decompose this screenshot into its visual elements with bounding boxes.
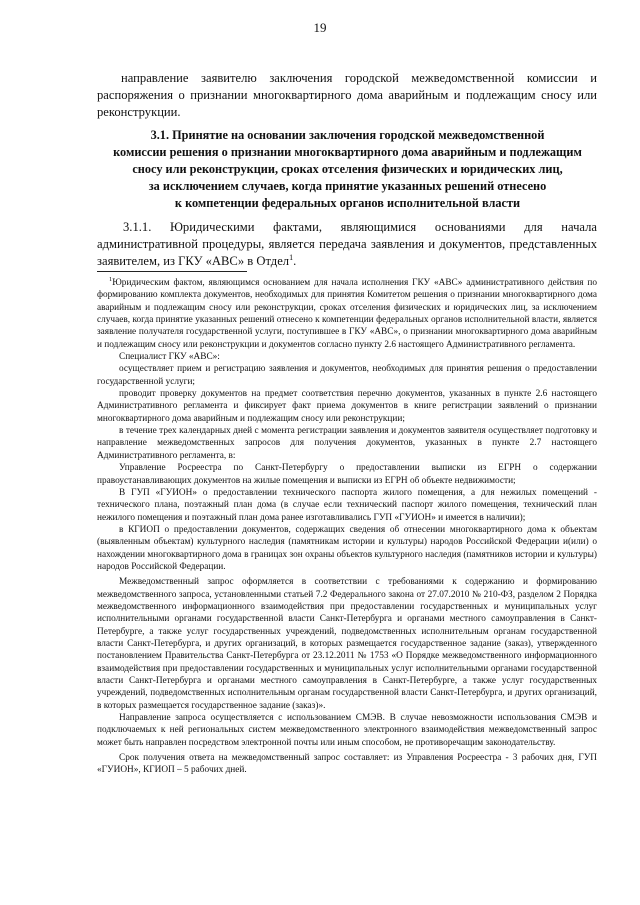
footnote-ref: 1 xyxy=(289,252,294,262)
footnote-paragraph: Срок получения ответа на межведомственный запрос составляет: из Управления Росреестра - 3 рабочих дня, ГУП «ГУИОН», КГИОП – 5 рабочих дней. xyxy=(97,753,597,776)
footnote-paragraph: в КГИОП о предоставлении документов, содержащих сведения об отнесении многоквартирного дома к объектам (выявленным объектам) культурного наследия (памятникам истории и культуры) народов Российской Федерации и(или) о нахождении многоквартирного дома в границах зон охраны объектов культурного наследия (памятников истории и культуры) народов Российской Федерации. xyxy=(97,524,597,572)
footnote xyxy=(97,277,597,780)
footnote-divider xyxy=(97,271,247,272)
heading-line: к компетенции федеральных органов исполнительной власти xyxy=(174,196,521,210)
page-number: 19 xyxy=(313,20,327,35)
clause-end: . xyxy=(293,254,297,268)
footnote-paragraph: проводит проверку документов на предмет соответствия перечню документов, указанных в пункте 2.6 настоящего Административного регламента и фиксирует факт приема документов в книге регистрации заявлений о признании многоквартирного дома аварийным и подлежащим сносу или реконструкции; xyxy=(97,389,597,424)
heading-line: комиссии решения о признании многоквартирного дома аварийным и подлежащим xyxy=(113,145,582,159)
footnote-paragraph: осуществляет прием и регистрацию заявления и документов, необходимых для принятия решения о предоставлении государственной услуги; xyxy=(97,364,597,387)
footnote-paragraph: в течение трех календарных дней с момента регистрации заявления и документов заявителя осуществляет подготовку и направление межведомственных запросов для получения документов, указанных в пункте 2.7 настоящего Административного регламента, в: xyxy=(97,426,597,461)
footnote-paragraph: Межведомственный запрос оформляется в соответствии с требованиями к содержанию и формированию межведомственного запроса, установленными статьей 7.2 Федерального закона от 27.07.2010 № 210-ФЗ, разделом 2 Порядка межведомственного информационного взаимодействия при предоставлении государственных и муниципальных услуг исполнительными органами государственной власти Санкт-Петербурга и органами местного самоуправления в Санкт-Петербурге, а также услуг государственных учреждений, подведомственных исполнительным органам государственной власти Санкт-Петербурга, и других организаций, в которых размещается государственное задание (заказ), утвержденного постановлением Правительства Санкт-Петербурга от 23.12.2011 № 1753 «О Порядке межведомственного информационного взаимодействия при предоставлении государственных и муниципальных услуг исполнительными органами государственной власти Санкт-Петербурга и органами местного самоуправления в Санкт-Петербурге, а также услуг государственных учреждений, подведомственных исполнительным органам государственной власти Санкт-Петербурга, и других организаций, в которых размещается государственное задание (заказ)». xyxy=(97,577,597,711)
clause-3-1-1 xyxy=(97,219,597,270)
clause-text: 3.1.1. Юридическими фактами, являющимися основаниями для начала административной процедуры, является передача заявления и документов, представленных заявителем, из ГКУ «АВС» в Отдел xyxy=(97,220,597,268)
heading-line: 3.1. Принятие на основании заключения городской межведомственной xyxy=(150,128,545,142)
section-heading xyxy=(95,127,600,212)
footnote-paragraph: $^1$Юридическим фактом, являющимся основанием для начала исполнения ГКУ «АВС» административного действия по формированию комплекта документов, необходимых для принятия Комитетом решения о признании многоквартирного дома аварийным и подлежащим сносу или реконструкции, сроках отселения физических и юридических лиц, за исключением случаев, когда принятие указанных решений отнесено к компетенции федеральных органов исполнительной власти, является заявление получателя государственной услуги, поступившее в ГКУ «АВС», о признании многоквартирного дома аварийным и подлежащим сносу или реконструкции и документов согласно пункту 2.6 настоящего Административного регламента. xyxy=(97,275,597,350)
footnote-paragraph: Управление Росреестра по Санкт-Петербургу о предоставлении выписки из ЕГРН о содержании правоустанавливающих документов на жилые помещения и выписки из ЕГРН об объекте недвижимости; xyxy=(97,463,597,486)
intro-paragraph: направление заявителю заключения городской межведомственной комиссии и распоряжения о признании многоквартирного дома аварийным и подлежащим сносу или реконструкции. xyxy=(97,71,597,119)
footnote-paragraph: В ГУП «ГУИОН» о предоставлении технического паспорта жилого помещения, а для нежилых помещений - технического плана, поэтажный план дома (в случае если технический паспорт жилого помещения, технический план нежилого помещения и поэтажный план дома ранее изготавливались ГУП «ГУИОН» и имеется в наличии); xyxy=(97,487,597,523)
footnote-paragraph: Специалист ГКУ «АВС»: xyxy=(119,352,220,363)
footnote-mark: 1 xyxy=(109,275,113,283)
heading-line: сносу или реконструкции, сроках отселения физических и юридических лиц, xyxy=(132,162,563,176)
heading-line: за исключением случаев, когда принятие указанных решений отнесено xyxy=(148,179,547,193)
footnote-paragraph: Направление запроса осуществляется с использованием СМЭВ. В случае невозможности использования СМЭВ и подключаемых к ней региональных систем межведомственного электронного взаимодействия межведомственный запрос может быть направлен посредством электронной почты или иным способом, не противоречащим законодательству. xyxy=(97,713,597,748)
